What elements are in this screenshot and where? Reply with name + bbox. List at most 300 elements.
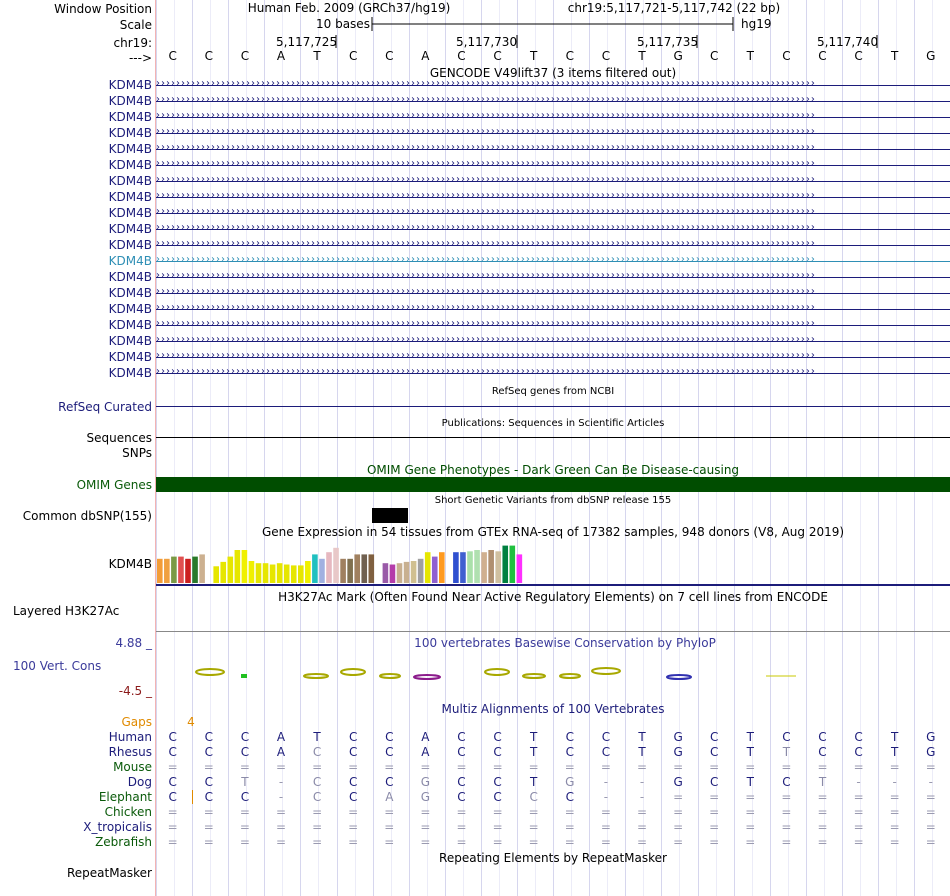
transcript-line[interactable]: ›››››››››››››››››››››››››››››››››››››››››››››››››››››››››››››››››››››››››››››››››››››››››››››››››››››››››››››››››››››››››››››››››››› bbox=[156, 365, 950, 379]
gencode-gene-label[interactable]: KDM4B bbox=[108, 158, 152, 172]
transcript-line[interactable]: ›››››››››››››››››››››››››››››››››››››››››››››››››››››››››››››››››››››››››››››››››››››››››››››››››››››››››››››››››››››››››››››››››››› bbox=[156, 349, 950, 363]
window-coordinates: chr19:5,117,721-5,117,742 (22 bp) bbox=[567, 1, 781, 15]
alignment-base: = bbox=[528, 835, 539, 849]
alignment-base: = bbox=[167, 805, 178, 819]
track-labels bbox=[0, 0, 155, 896]
alignment-base: = bbox=[564, 805, 575, 819]
alignment-base: = bbox=[781, 820, 792, 834]
reference-base: G bbox=[926, 49, 936, 63]
alignment-base: T bbox=[891, 745, 899, 759]
gencode-gene-label[interactable]: KDM4B bbox=[108, 254, 152, 268]
alignment-base: = bbox=[745, 790, 756, 804]
alignment-base: C bbox=[565, 730, 574, 744]
alignment-base: = bbox=[925, 805, 936, 819]
alignment-base: = bbox=[384, 820, 395, 834]
cons-title: 100 vertebrates Basewise Conservation by PhyloP bbox=[414, 636, 716, 650]
alignment-base: = bbox=[203, 805, 214, 819]
alignment-base: = bbox=[925, 820, 936, 834]
reference-base: C bbox=[709, 49, 719, 63]
alignment-base: - bbox=[639, 790, 645, 804]
alignment-base: = bbox=[781, 805, 792, 819]
gencode-gene-label[interactable]: KDM4B bbox=[108, 126, 152, 140]
species-label[interactable]: Human bbox=[108, 730, 152, 744]
gencode-gene-label[interactable]: KDM4B bbox=[108, 318, 152, 332]
alignment-base: C bbox=[348, 745, 358, 759]
alignment-base: - bbox=[278, 775, 284, 789]
alignment-base: C bbox=[854, 745, 863, 759]
alignment-base: A bbox=[276, 730, 286, 744]
alignment-base: C bbox=[348, 775, 358, 789]
omim-track-label[interactable]: OMIM Genes bbox=[76, 478, 152, 492]
transcript-intron bbox=[156, 245, 950, 246]
alignment-base: C bbox=[457, 745, 466, 759]
alignment-base: C bbox=[529, 790, 538, 804]
alignment-base: G bbox=[565, 775, 575, 789]
alignment-base: = bbox=[348, 835, 359, 849]
gtex-gene-label[interactable]: KDM4B bbox=[108, 557, 152, 571]
gencode-gene-label[interactable]: KDM4B bbox=[108, 190, 152, 204]
gencode-gene-label[interactable]: KDM4B bbox=[108, 334, 152, 348]
alignment-base: C bbox=[240, 745, 250, 759]
assembly-name: Human Feb. 2009 (GRCh37/hg19) bbox=[247, 1, 451, 15]
gencode-gene-label[interactable]: KDM4B bbox=[108, 270, 152, 284]
scale-bases-label: 10 bases bbox=[316, 17, 370, 31]
gencode-gene-label[interactable]: KDM4B bbox=[108, 94, 152, 108]
transcript-intron bbox=[156, 133, 950, 134]
gencode-title: GENCODE V49lift37 (3 items filtered out) bbox=[429, 66, 677, 80]
chrom-label: chr19: bbox=[113, 36, 152, 50]
reference-base: C bbox=[782, 49, 791, 63]
alignment-base: = bbox=[564, 835, 575, 849]
h3k27ac-baseline bbox=[156, 631, 950, 632]
transcript-line[interactable]: ›››››››››››››››››››››››››››››››››››››››››››››››››››››››››››››››››››››››››››››››››››››››››››››››››››››››››››››››››››››››››››››››››››› bbox=[156, 157, 950, 171]
window-position-label: Window Position bbox=[54, 2, 152, 16]
alignment-base: T bbox=[746, 745, 754, 759]
alignment-base: = bbox=[167, 835, 178, 849]
species-label[interactable]: Mouse bbox=[113, 760, 152, 774]
alignment-base: = bbox=[817, 760, 828, 774]
reference-base: C bbox=[457, 49, 466, 63]
transcript-intron bbox=[156, 181, 950, 182]
alignment-base: = bbox=[420, 805, 431, 819]
gtex-baseline bbox=[156, 584, 950, 586]
gencode-gene-label[interactable]: KDM4B bbox=[108, 142, 152, 156]
alignment-base: A bbox=[385, 790, 394, 804]
alignment-base: C bbox=[168, 790, 177, 804]
dbsnp-track-label[interactable]: Common dbSNP(155) bbox=[22, 509, 152, 523]
alignment-base: C bbox=[457, 790, 466, 804]
transcript-intron bbox=[156, 165, 950, 166]
alignment-base: = bbox=[348, 760, 359, 774]
alignment-base: = bbox=[636, 820, 648, 834]
gencode-gene-label[interactable]: KDM4B bbox=[108, 302, 152, 316]
alignment-base: = bbox=[528, 820, 539, 834]
alignment-base: = bbox=[239, 835, 250, 849]
alignment-base: = bbox=[889, 760, 900, 774]
reference-base: C bbox=[204, 49, 213, 63]
alignment-base: = bbox=[564, 760, 575, 774]
alignment-base: C bbox=[457, 775, 466, 789]
alignment-base: C bbox=[204, 790, 213, 804]
alignment-base: = bbox=[564, 820, 575, 834]
reference-base: C bbox=[565, 49, 574, 63]
reference-base: C bbox=[385, 49, 394, 63]
alignment-base: C bbox=[385, 775, 394, 789]
alignment-base: = bbox=[600, 835, 611, 849]
transcript-intron bbox=[156, 325, 950, 326]
alignment-base: = bbox=[745, 820, 756, 834]
alignment-base: = bbox=[384, 805, 395, 819]
alignment-base: = bbox=[456, 835, 467, 849]
alignment-base: G bbox=[673, 775, 683, 789]
alignment-base: T bbox=[530, 775, 538, 789]
refseq-track-label[interactable]: RefSeq Curated bbox=[58, 400, 152, 414]
cons-track-label[interactable]: 100 Vert. Cons bbox=[13, 659, 102, 673]
alignment-base: = bbox=[673, 820, 684, 834]
alignment-base: = bbox=[817, 805, 828, 819]
alignment-base: T bbox=[530, 745, 538, 759]
species-label[interactable]: Chicken bbox=[104, 805, 152, 819]
alignment-base: T bbox=[746, 730, 754, 744]
alignment-base: G bbox=[673, 730, 683, 744]
transcript-line[interactable]: ›››››››››››››››››››››››››››››››››››››››››››››››››››››››››››››››››››››››››››››››››››››››››››››››››››››››››››››››››››››››››››››››››››› bbox=[156, 77, 950, 91]
transcript-intron bbox=[156, 197, 950, 198]
alignment-base: C bbox=[168, 745, 177, 759]
strand-arrow-label: ---> bbox=[128, 51, 152, 65]
alignment-base: A bbox=[421, 730, 430, 744]
species-label[interactable]: Dog bbox=[127, 775, 152, 789]
alignment-base: = bbox=[312, 835, 323, 849]
alignment-base: = bbox=[745, 760, 756, 774]
transcript-intron bbox=[156, 229, 950, 230]
alignment-base: = bbox=[925, 835, 936, 849]
alignment-base: = bbox=[275, 820, 287, 834]
reference-base: G bbox=[673, 49, 683, 63]
alignment-base: = bbox=[853, 805, 864, 819]
alignment-base: = bbox=[889, 820, 900, 834]
cons-min-label: -4.5 _ bbox=[118, 684, 152, 698]
track-area[interactable] bbox=[156, 0, 950, 896]
alignment-base: = bbox=[420, 820, 431, 834]
dbsnp-title: Short Genetic Variants from dbSNP release 155 bbox=[434, 495, 672, 506]
transcript-intron bbox=[156, 149, 950, 150]
transcript-intron bbox=[156, 101, 950, 102]
transcript-line[interactable]: ›››››››››››››››››››››››››››››››››››››››››››››››››››››››››››››››››››››››››››››››››››››››››››››››››››››››››››››››››››››››››››››››››››› bbox=[156, 125, 950, 139]
alignment-base: = bbox=[817, 820, 828, 834]
alignment-base: - bbox=[603, 775, 609, 789]
alignment-base: = bbox=[456, 820, 467, 834]
alignment-base: = bbox=[275, 835, 287, 849]
alignment-base: C bbox=[709, 730, 719, 744]
alignment-base: G bbox=[926, 730, 936, 744]
alignment-base: = bbox=[492, 805, 503, 819]
scale-label: Scale bbox=[119, 18, 152, 32]
alignment-base: = bbox=[853, 790, 864, 804]
reference-base: C bbox=[240, 49, 250, 63]
alignment-base: T bbox=[891, 730, 899, 744]
pubs-line[interactable] bbox=[156, 437, 950, 438]
alignment-base: = bbox=[709, 835, 720, 849]
alignment-base: C bbox=[601, 730, 611, 744]
alignment-base: T bbox=[313, 730, 321, 744]
alignment-base: = bbox=[275, 760, 287, 774]
pubs-title: Publications: Sequences in Scientific Articles bbox=[441, 418, 665, 429]
alignment-base: = bbox=[853, 760, 864, 774]
reference-base: T bbox=[891, 49, 899, 63]
alignment-base: = bbox=[925, 760, 936, 774]
transcript-intron bbox=[156, 261, 950, 262]
transcript-intron bbox=[156, 85, 950, 86]
alignment-base: - bbox=[603, 790, 609, 804]
alignment-base: C bbox=[240, 730, 250, 744]
alignment-base: C bbox=[204, 775, 213, 789]
alignment-base: = bbox=[239, 805, 250, 819]
alignment-base: = bbox=[600, 820, 611, 834]
reference-base: A bbox=[421, 49, 430, 63]
gap-count: 4 bbox=[187, 715, 195, 729]
alignment-base: = bbox=[745, 805, 756, 819]
transcript-line[interactable]: ›››››››››››››››››››››››››››››››››››››››››››››››››››››››››››››››››››››››››››››››››››››››››››››››››››››››››››››››››››››››››››››››››››› bbox=[156, 301, 950, 315]
alignment-base: = bbox=[709, 805, 720, 819]
alignment-base: C bbox=[385, 745, 394, 759]
alignment-base: C bbox=[312, 790, 322, 804]
transcript-intron bbox=[156, 293, 950, 294]
dbsnp-variant[interactable] bbox=[372, 508, 408, 523]
alignment-base: T bbox=[638, 745, 646, 759]
species-label[interactable]: X_tropicalis bbox=[83, 820, 152, 834]
transcript-line[interactable]: ›››››››››››››››››››››››››››››››››››››››››››››››››››››››››››››››››››››››››››››››››››››››››››››››››››››››››››››››››››››››››››››››››››› bbox=[156, 205, 950, 219]
alignment-base: = bbox=[636, 835, 648, 849]
alignment-base: = bbox=[456, 805, 467, 819]
transcript-line[interactable]: ›››››››››››››››››››››››››››››››››››››››››››››››››››››››››››››››››››››››››››››››››››››››››››››››››››››››››››››››››››››››››››››››››››› bbox=[156, 189, 950, 203]
alignment-base: C bbox=[782, 730, 791, 744]
alignment-base: A bbox=[421, 745, 430, 759]
alignment-base: = bbox=[312, 820, 323, 834]
alignment-base: C bbox=[601, 745, 611, 759]
reference-base: T bbox=[530, 49, 538, 63]
alignment-base: = bbox=[492, 835, 503, 849]
alignment-base: = bbox=[709, 790, 720, 804]
species-label[interactable]: Elephant bbox=[98, 790, 152, 804]
transcript-line[interactable]: ›››››››››››››››››››››››››››››››››››››››››››››››››››››››››››››››››››››››››››››››››››››››››››››››››››››››››››››››››››››››››››››››››››› bbox=[156, 173, 950, 187]
transcript-line[interactable]: ›››››››››››››››››››››››››››››››››››››››››››››››››››››››››››››››››››››››››››››››››››››››››››››››››››››››››››››››››››››››››››››››››››› bbox=[156, 109, 950, 123]
species-label[interactable]: Rhesus bbox=[108, 745, 152, 759]
alignment-base: = bbox=[781, 790, 792, 804]
transcript-intron bbox=[156, 277, 950, 278]
tick-label: 5,117,735 bbox=[637, 35, 699, 49]
reference-base: T bbox=[313, 49, 321, 63]
alignment-base: G bbox=[926, 745, 936, 759]
gencode-gene-label[interactable]: KDM4B bbox=[108, 222, 152, 236]
alignment-base: = bbox=[312, 805, 323, 819]
scale-db-label: hg19 bbox=[741, 17, 772, 31]
snps-track-label[interactable]: SNPs bbox=[122, 446, 152, 460]
reference-base: C bbox=[493, 49, 502, 63]
alignment-base: = bbox=[275, 805, 287, 819]
multiz-title-text: Multiz Alignments of 100 Vertebrates bbox=[441, 702, 665, 716]
alignment-base: C bbox=[168, 775, 177, 789]
alignment-base: = bbox=[889, 835, 900, 849]
alignment-base: = bbox=[348, 805, 359, 819]
alignment-base: = bbox=[673, 835, 684, 849]
alignment-base: = bbox=[239, 760, 250, 774]
transcript-line[interactable]: ›››››››››››››››››››››››››››››››››››››››››››››››››››››››››››››››››››››››››››››››››››››››››››››››››››››››››››››››››››››››››››››››››››› bbox=[156, 317, 950, 331]
alignment-base: - bbox=[278, 790, 284, 804]
alignment-base: - bbox=[639, 775, 645, 789]
transcript-line[interactable]: ›››››››››››››››››››››››››››››››››››››››››››››››››››››››››››››››››››››››››››››››››››››››››››››››››››››››››››››››››››››››››››››››››››› bbox=[156, 93, 950, 107]
alignment-base: C bbox=[312, 775, 322, 789]
alignment-base: = bbox=[312, 760, 323, 774]
transcript-intron bbox=[156, 341, 950, 342]
transcript-line[interactable]: ›››››››››››››››››››››››››››››››››››››››››››››››››››››››››››››››››››››››››››››››››››››››››››››››››››››››››››››››››››››››››››››››››››› bbox=[156, 333, 950, 347]
alignment-base: = bbox=[384, 835, 395, 849]
alignment-base: T bbox=[818, 775, 827, 789]
alignment-base: = bbox=[528, 805, 539, 819]
alignment-base: = bbox=[384, 760, 395, 774]
omim-gene-bar[interactable] bbox=[156, 477, 950, 492]
alignment-base: = bbox=[745, 835, 756, 849]
gtex-title: Gene Expression in 54 tissues from GTEx RNA-seq of 17382 samples, 948 donors (V8, Aug 2019) bbox=[261, 525, 845, 539]
alignment-base: G bbox=[420, 775, 431, 789]
alignment-base: = bbox=[167, 820, 178, 834]
gencode-gene-label[interactable]: KDM4B bbox=[108, 350, 152, 364]
refseq-gene-line[interactable] bbox=[156, 406, 950, 407]
transcript-intron bbox=[156, 357, 950, 358]
gencode-gene-label[interactable]: KDM4B bbox=[108, 206, 152, 220]
species-label[interactable]: Zebrafish bbox=[95, 835, 152, 849]
gencode-gene-label[interactable]: KDM4B bbox=[108, 366, 152, 380]
gencode-gene-label[interactable]: KDM4B bbox=[108, 110, 152, 124]
alignment-base: = bbox=[600, 805, 611, 819]
alignment-base: = bbox=[239, 820, 250, 834]
alignment-base: = bbox=[167, 760, 178, 774]
reference-base: C bbox=[854, 49, 863, 63]
alignment-base: A bbox=[276, 745, 286, 759]
alignment-base: = bbox=[492, 820, 503, 834]
alignment-base: = bbox=[817, 835, 828, 849]
alignment-base: = bbox=[636, 805, 648, 819]
alignment-base: T bbox=[746, 775, 754, 789]
gencode-gene-label[interactable]: KDM4B bbox=[108, 238, 152, 252]
reference-base: A bbox=[276, 49, 286, 63]
alignment-base: C bbox=[204, 745, 213, 759]
alignment-base: C bbox=[204, 730, 213, 744]
gaps-label: Gaps bbox=[121, 715, 152, 729]
alignment-base: = bbox=[889, 790, 900, 804]
alignment-base: = bbox=[709, 820, 720, 834]
alignment-base: = bbox=[203, 820, 214, 834]
cons-max-label: 4.88 _ bbox=[115, 636, 152, 650]
transcript-line[interactable]: ›››››››››››››››››››››››››››››››››››››››››››››››››››››››››››››››››››››››››››››››››››››››››››››››››››››››››››››››››››››››››››››››››››› bbox=[156, 269, 950, 283]
alignment-base: C bbox=[709, 745, 719, 759]
alignment-base: - bbox=[856, 775, 861, 789]
alignment-base: = bbox=[817, 790, 828, 804]
alignment-base: = bbox=[925, 790, 936, 804]
alignment-base: C bbox=[385, 730, 394, 744]
transcript-line[interactable]: ›››››››››››››››››››››››››››››››››››››››››››››››››››››››››››››››››››››››››››››››››››››››››››››››››››››››››››››››››››››››››››››››››››› bbox=[156, 237, 950, 251]
alignment-base: = bbox=[203, 760, 214, 774]
alignment-base: T bbox=[530, 730, 538, 744]
alignment-base: C bbox=[782, 775, 791, 789]
alignment-base: C bbox=[565, 790, 574, 804]
alignment-base: C bbox=[168, 730, 177, 744]
alignment-base: C bbox=[854, 730, 863, 744]
alignment-base: T bbox=[638, 730, 646, 744]
alignment-base: C bbox=[240, 790, 250, 804]
reference-base: C bbox=[818, 49, 827, 63]
transcript-line[interactable]: ›››››››››››››››››››››››››››››››››››››››››››››››››››››››››››››››››››››››››››››››››››››››››››››››››››››››››››››››››››››››››››››››››››› bbox=[156, 141, 950, 155]
alignment-base: C bbox=[312, 745, 322, 759]
gencode-gene-label[interactable]: KDM4B bbox=[108, 174, 152, 188]
rmsk-track-label[interactable]: RepeatMasker bbox=[66, 866, 152, 880]
alignment-base: = bbox=[600, 760, 611, 774]
transcript-intron bbox=[156, 213, 950, 214]
reference-base: T bbox=[746, 49, 754, 63]
transcript-line[interactable]: ›››››››››››››››››››››››››››››››››››››››››››››››››››››››››››››››››››››››››››››››››››››››››››››››››››››››››››››››››››››››››››››››››››› bbox=[156, 285, 950, 299]
h3k27ac-track-label[interactable]: Layered H3K27Ac bbox=[13, 604, 120, 618]
alignment-base: = bbox=[889, 805, 900, 819]
sequences-track-label[interactable]: Sequences bbox=[86, 431, 152, 445]
alignment-base: = bbox=[636, 760, 648, 774]
alignment-base: C bbox=[493, 790, 502, 804]
alignment-base: = bbox=[781, 760, 792, 774]
alignment-base: = bbox=[673, 790, 684, 804]
alignment-base: = bbox=[348, 820, 359, 834]
gencode-gene-label[interactable]: KDM4B bbox=[108, 286, 152, 300]
alignment-base: - bbox=[892, 775, 897, 789]
alignment-base: = bbox=[420, 835, 431, 849]
omim-title: OMIM Gene Phenotypes - Dark Green Can Be Disease-causing bbox=[366, 463, 740, 477]
refseq-title: RefSeq genes from NCBI bbox=[491, 386, 615, 397]
alignment-base: C bbox=[818, 745, 827, 759]
alignment-base: = bbox=[492, 760, 503, 774]
gencode-gene-label[interactable]: KDM4B bbox=[108, 78, 152, 92]
reference-base: T bbox=[638, 49, 646, 63]
alignment-base: G bbox=[420, 790, 431, 804]
alignment-base: - bbox=[928, 775, 933, 789]
reference-base: C bbox=[601, 49, 611, 63]
alignment-base: T bbox=[241, 775, 249, 789]
alignment-base: C bbox=[818, 730, 827, 744]
transcript-intron bbox=[156, 309, 950, 310]
alignment-base: T bbox=[782, 745, 791, 759]
alignment-base: = bbox=[420, 760, 431, 774]
alignment-base: C bbox=[709, 775, 719, 789]
alignment-base: C bbox=[348, 790, 358, 804]
alignment-base: = bbox=[709, 760, 720, 774]
alignment-base: = bbox=[853, 820, 864, 834]
alignment-base: C bbox=[348, 730, 358, 744]
transcript-line[interactable]: ›››››››››››››››››››››››››››››››››››››››››››››››››››››››››››››››››››››››››››››››››››››››››››››››››››››››››››››››››››››››››››››››››››› bbox=[156, 221, 950, 235]
reference-base: C bbox=[168, 49, 177, 63]
tick-label: 5,117,740 bbox=[817, 35, 879, 49]
alignment-base: C bbox=[457, 730, 466, 744]
transcript-intron bbox=[156, 373, 950, 374]
h3k27ac-title: H3K27Ac Mark (Often Found Near Active Regulatory Elements) on 7 cell lines from ENCODE bbox=[278, 590, 828, 604]
alignment-base: = bbox=[781, 835, 792, 849]
transcript-line[interactable]: ›››››››››››››››››››››››››››››››››››››››››››››››››››››››››››››››››››››››››››››››››››››››››››››››››››››››››››››››››››››››››››››››››››› bbox=[156, 253, 950, 267]
alignment-base: = bbox=[456, 760, 467, 774]
alignment-base: C bbox=[493, 745, 502, 759]
reference-base: C bbox=[348, 49, 358, 63]
alignment-base: C bbox=[565, 745, 574, 759]
tick-label: 5,117,730 bbox=[456, 35, 518, 49]
alignment-base: = bbox=[673, 760, 684, 774]
alignment-base: C bbox=[493, 775, 502, 789]
alignment-base: = bbox=[673, 805, 684, 819]
rmsk-title: Repeating Elements by RepeatMasker bbox=[439, 851, 667, 865]
alignment-base: = bbox=[853, 835, 864, 849]
